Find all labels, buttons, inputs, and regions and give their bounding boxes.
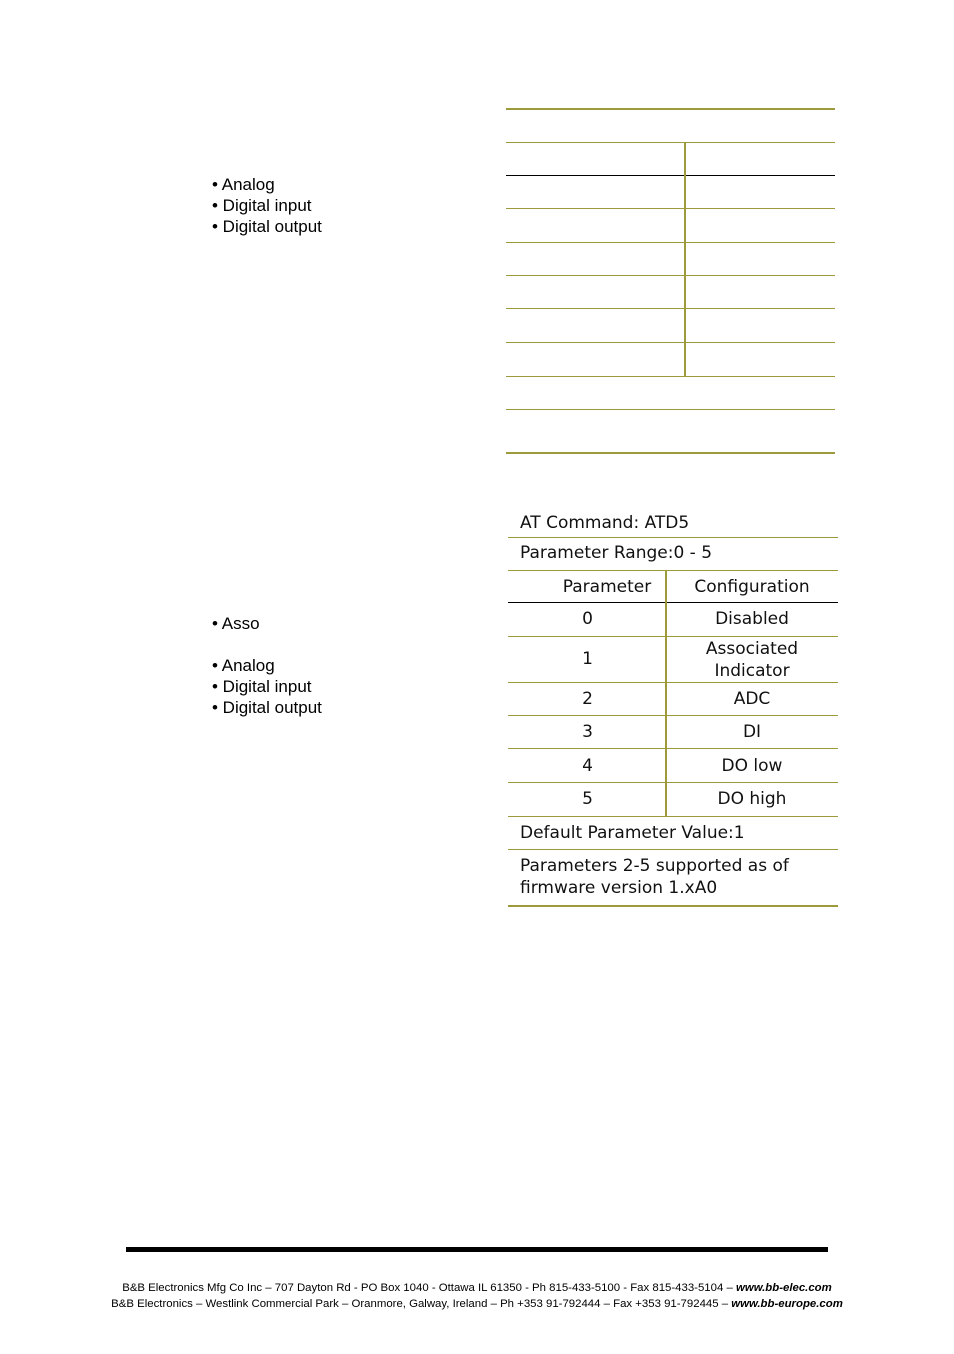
list-item: • Analog <box>212 175 275 194</box>
table-rule <box>508 748 838 749</box>
table-rule <box>506 409 835 410</box>
table-row-config: Disabled <box>715 609 789 629</box>
table-row-config: DI <box>742 722 762 742</box>
table-row-config: ADC <box>733 689 771 709</box>
firmware-note: Parameters 2-5 supported as of firmware version 1.xA0 <box>520 856 789 898</box>
table-rule <box>508 682 838 683</box>
table-rule <box>508 715 838 716</box>
parameter-range-label: Parameter Range:0 - 5 <box>520 543 713 563</box>
table-rule <box>506 175 835 176</box>
footer-line-2 <box>0 1298 954 1310</box>
table-rule <box>506 242 835 243</box>
footer-link-us[interactable]: www.bb-elec.com <box>735 1282 832 1294</box>
footer-address-eu: B&B Electronics – Westlink Commercial Park – Oranmore, Galway, Ireland – Ph +353 91-792444 – Fax +353 91-792445 – <box>111 1298 732 1310</box>
table-rule <box>508 537 838 538</box>
bullet-list-top <box>212 174 322 237</box>
table-row-param: 3 <box>582 722 593 742</box>
table-rule <box>506 108 835 110</box>
table-rule <box>508 570 838 571</box>
list-item: • Digital output <box>212 217 322 236</box>
table-rule <box>508 816 838 817</box>
table-rule <box>508 849 838 850</box>
table-rule <box>508 782 838 783</box>
list-item: • Asso <box>212 614 260 633</box>
table-rule <box>506 308 835 309</box>
table-row-param: 0 <box>582 609 593 629</box>
column-divider <box>684 142 686 376</box>
default-value-label: Default Parameter Value:1 <box>520 823 745 843</box>
list-item: • Digital input <box>212 196 312 215</box>
table-rule <box>506 208 835 209</box>
table-row-param: 2 <box>582 689 593 709</box>
table-rule <box>506 452 835 454</box>
footer-link-eu[interactable]: www.bb-europe.com <box>731 1298 843 1310</box>
table-rule <box>506 342 835 343</box>
at-command-label: AT Command: ATD5 <box>520 513 690 533</box>
table-rule <box>508 602 838 603</box>
table-row-param: 1 <box>582 649 593 669</box>
footer-rule <box>126 1247 828 1252</box>
bullet-list-bottom <box>212 613 322 718</box>
table-row-config: DO high <box>717 789 787 809</box>
table-rule <box>508 636 838 637</box>
table-row-config: DO low <box>721 756 783 776</box>
footer-line-1 <box>0 1282 954 1294</box>
table-row-config: Associated Indicator <box>705 639 799 681</box>
list-item: • Digital output <box>212 698 322 717</box>
footer-address-us: B&B Electronics Mfg Co Inc – 707 Dayton Rd - PO Box 1040 - Ottawa IL 61350 - Ph 815-433-5100 - Fax 815-433-5104 – <box>122 1282 736 1294</box>
table-rule <box>506 275 835 276</box>
header-parameter: Parameter <box>562 577 652 597</box>
table-rule <box>506 376 835 377</box>
header-configuration: Configuration <box>694 577 810 597</box>
table-rule <box>506 142 835 143</box>
list-item: • Analog <box>212 656 275 675</box>
table-row-param: 4 <box>582 756 593 776</box>
list-item: • Digital input <box>212 677 312 696</box>
table-rule <box>508 905 838 907</box>
table-row-param: 5 <box>582 789 593 809</box>
